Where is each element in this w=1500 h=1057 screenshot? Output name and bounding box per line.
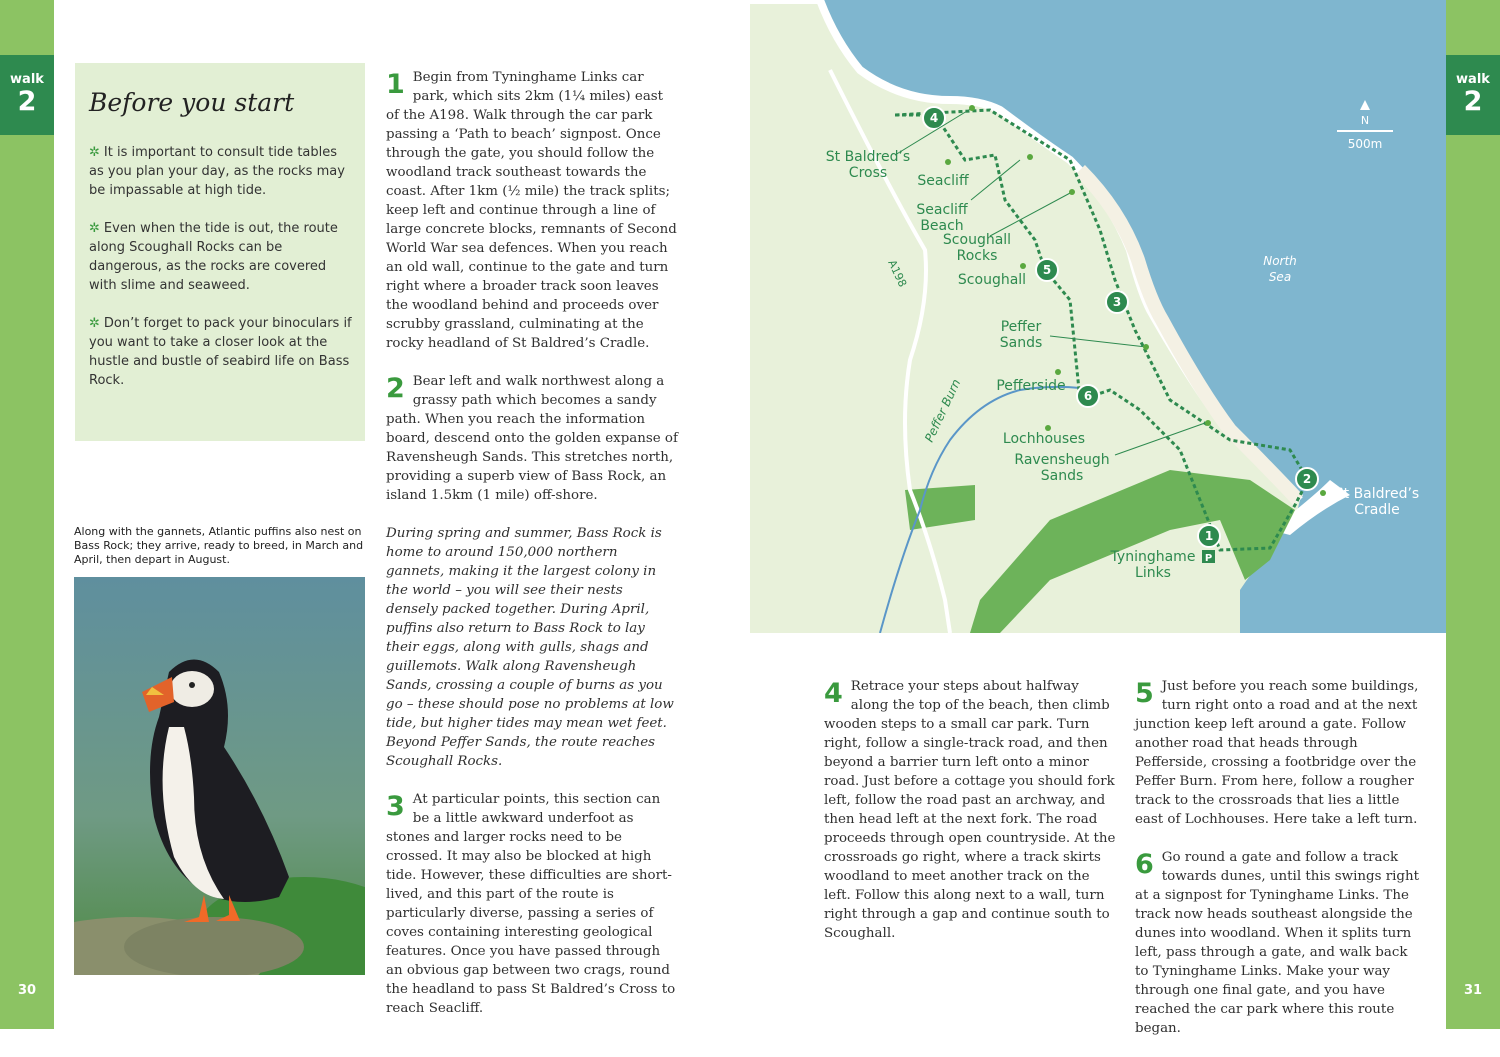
step-6: 6 Go round a gate and follow a track towards dunes, until this swings right at a signpost for Tyninghame Links. The track now heads southeast alongside the dunes into woodland. When it splits turn left, pass through a gate, and walk back to Tyninghame Links. Make your way through one final gate, and you have reached the car park where this route began. <box>1135 849 1419 1036</box>
walk-number: 2 <box>17 86 37 117</box>
tip-2: ✲ Even when the tide is out, the route along Scoughall Rocks can be dangerous, as the rocks are covered with slime and seaweed. <box>89 221 338 293</box>
step-5: 5 Just before you reach some buildings, turn right onto a road and at the next junction keep left around a gate. Follow another road that heads through Pefferside, crossing a footbridge over the Peffer Burn. From here, follow a rougher track to the crossroads that lies a little east of Lochhouses. Here take a left turn. <box>1135 678 1419 827</box>
asterisk-icon: ✲ <box>89 316 100 331</box>
waypoint-3: 3 <box>1112 295 1122 309</box>
scale-bar-label: 500m <box>1347 137 1383 151</box>
label-scoughall-rocks-1: Scoughall <box>942 232 1012 248</box>
right-text-column-1 <box>824 677 1116 962</box>
label-scoughall-rocks-2: Rocks <box>956 248 998 264</box>
tip-3: ✲ Don’t forget to pack your binoculars if you want to take a closer look at the hustle and bustle of seabird life on Bass Rock. <box>89 316 352 388</box>
label-st-baldreds-cross-1: St Baldred’s <box>825 149 911 165</box>
label-sea-1: North <box>1263 254 1297 268</box>
label-st-baldreds-cradle-2: Cradle <box>1354 502 1400 518</box>
page-number-right: 31 <box>1463 983 1483 998</box>
gannet-note: During spring and summer, Bass Rock is home to around 150,000 northern gannets, making it the largest colony in the world – you will see their nests densely packed together. During April, puffins also return to Bass Rock to lay their eggs, along with gulls, shags and guillemots. Walk along Ravensheugh Sands, crossing a couple of burns as you go – these should pose no problems at low tide, but higher tides may mean wet feet. Beyond Peffer Sands, the route reaches Scoughall Rocks. <box>386 526 674 769</box>
box-title: Before you start <box>89 88 295 117</box>
north-arrow-icon: N <box>1360 114 1370 127</box>
label-peffer-sands-1: Peffer <box>1000 319 1042 335</box>
photo-caption: Along with the gannets, Atlantic puffins also nest on Bass Rock; they arrive, ready to breed, in March and April, then depart in August. <box>74 525 364 566</box>
step-2: 2 Bear left and walk northwest along a grassy path which becomes a sandy path. When you reach the information board, descend onto the golden expanse of Ravensheugh Sands. This stretches north, providing a superb view of Bass Rock, an island 1.5km (1 mile) off-shore. <box>386 373 678 503</box>
label-tyninghame-links-2: Links <box>1135 565 1171 581</box>
label-a198: A198 <box>885 257 910 290</box>
route-map <box>750 0 1446 633</box>
left-edge-strip <box>0 0 54 1029</box>
tip-1: ✲ It is important to consult tide tables as you plan your day, as the rocks may be impassable at high tide. <box>89 145 345 198</box>
puffin-photo <box>74 577 365 975</box>
waypoint-5: 5 <box>1042 263 1052 277</box>
right-text-column-2 <box>1135 677 1425 1057</box>
waypoint-6: 6 <box>1083 389 1093 403</box>
parking-icon: P <box>1204 553 1213 564</box>
step-1: 1 Begin from Tyninghame Links car park, which sits 2km (1¼ miles) east of the A198. Walk through the car park passing a ‘Path to beach’ signpost. Once through the gate, you should follow the woodland track southeast towards the coast. After 1km (½ mile) the track splits; keep left and continue through a line of large concrete blocks, remnants of Second World War sea defences. When you reach an old wall, continue to the gate and turn right where a broader track soon leaves the woodland behind and proceeds over scrubby grassland, culminating at the rocky headland of St Baldred’s Cradle. <box>386 69 677 351</box>
walk-label: walk <box>10 72 44 87</box>
label-seacliff-beach-2: Beach <box>920 218 964 234</box>
step-number: 5 <box>1135 678 1154 709</box>
waypoint-2: 2 <box>1302 472 1312 486</box>
step-number: 6 <box>1135 849 1154 880</box>
label-sea-2: Sea <box>1268 270 1292 284</box>
waypoint-4: 4 <box>929 111 939 125</box>
walk-label: walk <box>1456 72 1490 87</box>
label-st-baldreds-cross-2: Cross <box>848 165 888 181</box>
asterisk-icon: ✲ <box>89 221 100 236</box>
label-seacliff-beach-1: Seacliff <box>916 202 968 218</box>
page-number-left: 30 <box>17 983 37 998</box>
label-tyninghame-links-1: Tyninghame <box>1110 549 1196 565</box>
right-edge-strip <box>1446 0 1500 1029</box>
step-number: 2 <box>386 373 405 404</box>
walk-tab-left <box>0 55 54 135</box>
waypoint-1: 1 <box>1204 529 1214 543</box>
label-peffer-burn: Peffer Burn <box>922 376 964 445</box>
step-3: 3 At particular points, this section can be a little awkward underfoot as stones and larger rocks need to be crossed. It may also be blocked at high tide. However, these difficulties are short-lived, and this part of the route is particularly diverse, passing a series of coves containing interesting geological features. Once you have passed through an obvious gap between two crags, round the headland to pass St Baldred’s Cross to reach Seacliff. <box>386 791 676 1016</box>
asterisk-icon: ✲ <box>89 145 100 160</box>
left-text-column <box>386 68 678 1037</box>
label-ravensheugh-sands-2: Sands <box>1040 468 1084 484</box>
walk-tab-right <box>1446 55 1500 135</box>
label-ravensheugh-sands-1: Ravensheugh <box>1014 452 1110 468</box>
step-4: 4 Retrace your steps about halfway along the top of the beach, then climb wooden steps to a small car park. Turn right, follow a single-track road, and then beyond a barrier turn left onto a minor road. Just before a cottage you should fork left, follow the road past an archway, and then head left at the next fork. The road proceeds through open countryside. At the crossroads go right, where a track skirts woodland to meet another track on the left. Follow this along next to a wall, turn right through a gap and continue south to Scoughall. <box>824 678 1116 941</box>
label-scoughall: Scoughall <box>957 272 1027 288</box>
walk-number: 2 <box>1463 86 1483 117</box>
label-st-baldreds-cradle-1: St Baldred’s <box>1334 486 1420 502</box>
step-number: 1 <box>386 69 405 100</box>
label-lochhouses: Lochhouses <box>1002 431 1086 447</box>
before-you-start-box <box>75 63 365 441</box>
step-number: 3 <box>386 791 405 822</box>
label-seacliff: Seacliff <box>917 173 969 189</box>
step-number: 4 <box>824 678 843 709</box>
label-pefferside: Pefferside <box>996 378 1066 394</box>
label-peffer-sands-2: Sands <box>999 335 1043 351</box>
